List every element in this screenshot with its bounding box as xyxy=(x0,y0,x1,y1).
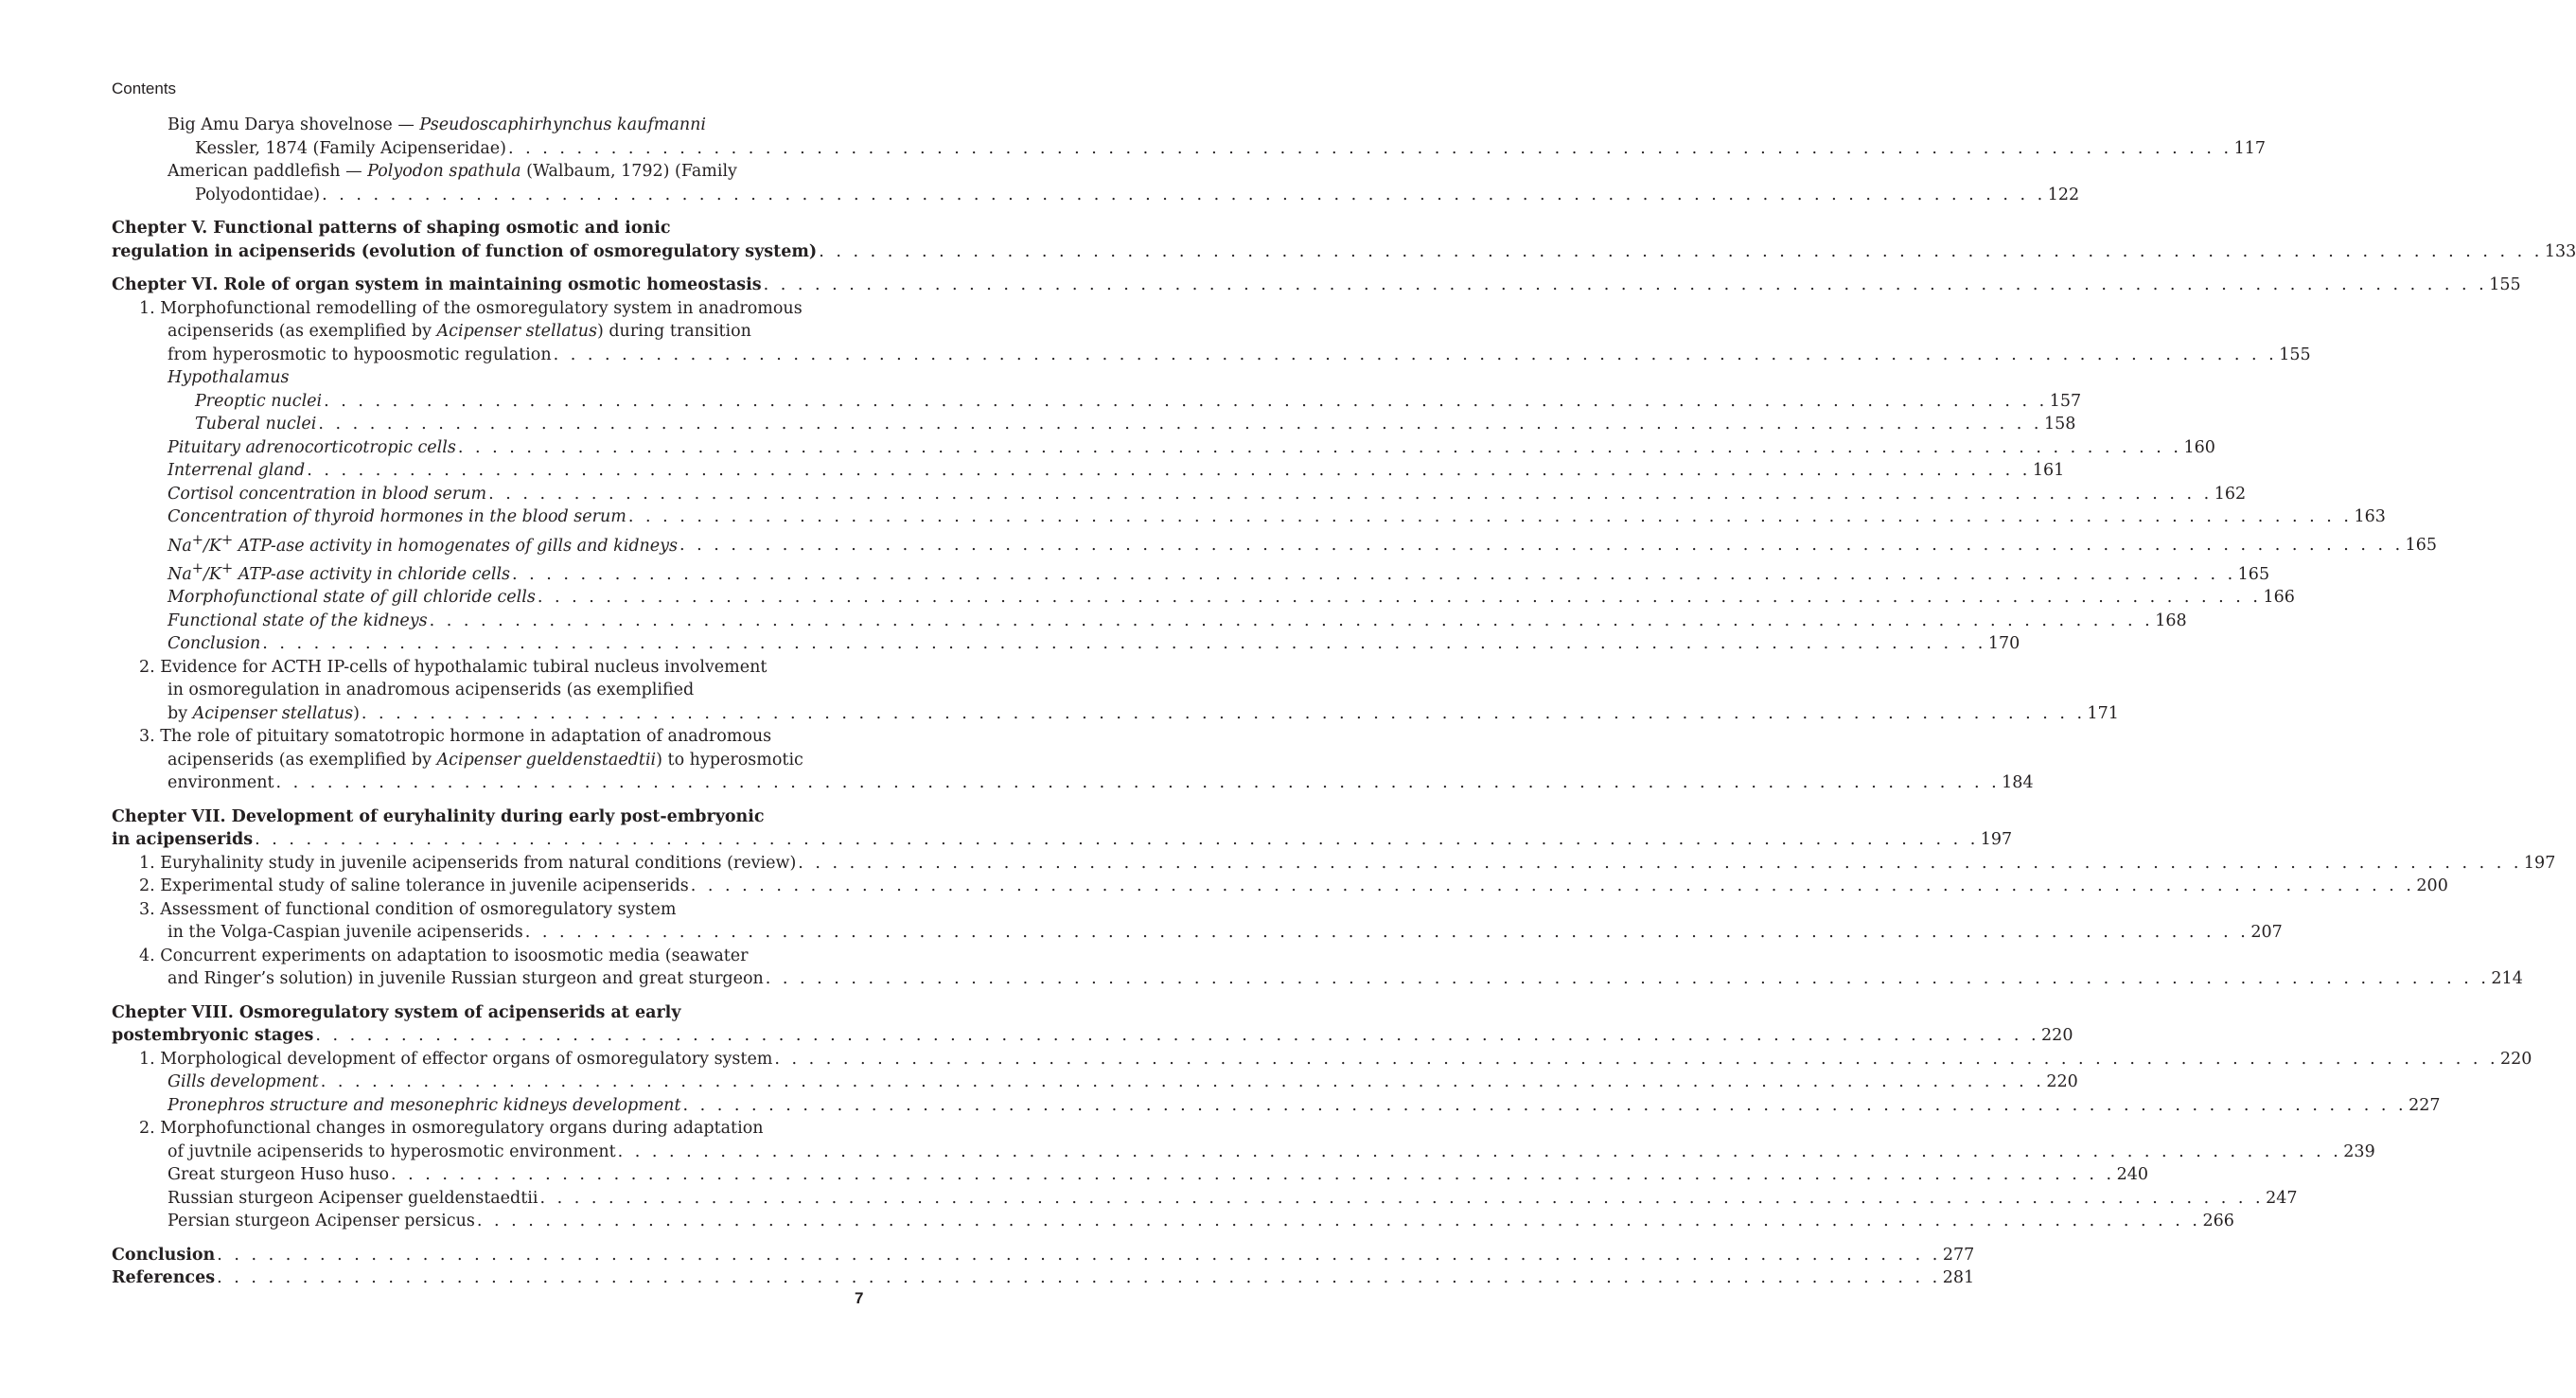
toc-entry-big-amu-darya-shovelnose[interactable]: Big Amu Darya shovelnose — Pseudoscaphirhynchus kaufmanni Kessler, 1874 (Family Acipenseridae) . . . . . . . . . . . . . . . . . . . . . . . . . . . . . . . . . . . . . . . . . . . . . . . . . . . . . . . . . . . . . . . . . . . . . . . . . . . . . . . . . . . . . . . . . . . . . . . . . . . . . 117 xyxy=(112,114,867,160)
toc-chapter-6[interactable]: Chepter VI. Role of organ system in maintaining osmotic homeostasis . . . . . . . . . . . . . . . . . . . . . . . . . . . . . . . . . . . . . . . . . . . . . . . . . . . . . . . . . . . . . . . . . . . . . . . . . . . . . . . . . . . . . . . . . . . . . . . . . . . . . 155 xyxy=(112,274,867,297)
toc-chapter-5[interactable]: Chepter V. Functional patterns of shaping osmotic and ionic regulation in acipenserids (evolution of function of osmoregulatory system) . . . . . . . . . . . . . . . . . . . . . . . . . . . . . . . . . . . . . . . . . . . . . . . . . . . . . . . . . . . . . . . . . . . . . . . . . . . . . . . . . . . . . . . . . . . . . . . . . . . . . 133 xyxy=(112,217,867,263)
toc-item-cortisol[interactable]: Cortisol concentration in blood serum . . . . . . . . . . . . . . . . . . . . . . . . . . . . . . . . . . . . . . . . . . . . . . . . . . . . . . . . . . . . . . . . . . . . . . . . . . . . . . . . . . . . . . . . . . . . . . . . . . . . . 162 xyxy=(112,483,867,506)
page-ref: 214 xyxy=(2491,969,2523,989)
page-ref: 266 xyxy=(2202,1212,2234,1231)
toc-item-gills-development[interactable]: Gills development . . . . . . . . . . . . . . . . . . . . . . . . . . . . . . . . . . . . . . . . . . . . . . . . . . . . . . . . . . . . . . . . . . . . . . . . . . . . . . . . . . . . . . . . . . . . . . . . . . . . . 220 xyxy=(112,1071,867,1094)
page-ref: 158 xyxy=(2043,415,2076,434)
page-ref: 227 xyxy=(2408,1095,2441,1115)
page-ref: 122 xyxy=(2047,185,2080,204)
page-ref: 157 xyxy=(2049,391,2082,411)
page-ref: 277 xyxy=(1942,1245,1975,1265)
toc-chapter-8[interactable]: Chepter VIII. Osmoregulatory system of acipenserids at early postembryonic stages . . . . . . . . . . . . . . . . . . . . . . . . . . . . . . . . . . . . . . . . . . . . . . . . . . . . . . . . . . . . . . . . . . . . . . . . . . . . . . . . . . . . . . . . . . . . . . . . . . . . . 220 xyxy=(112,1001,867,1048)
toc-item-atpase-chloride-cells[interactable]: Na+/K+ ATP-ase activity in chloride cells . . . . . . . . . . . . . . . . . . . . . . . . . . . . . . . . . . . . . . . . . . . . . . . . . . . . . . . . . . . . . . . . . . . . . . . . . . . . . . . . . . . . . . . . . . . . . . . . . . . . . 165 xyxy=(112,557,867,586)
toc-section-7-1[interactable]: 1. Euryhalinity study in juvenile acipenserids from natural conditions (review) . . . . . . . . . . . . . . . . . . . . . . . . . . . . . . . . . . . . . . . . . . . . . . . . . . . . . . . . . . . . . . . . . . . . . . . . . . . . . . . . . . . . . . . . . . . . . . . . . . . . . 197 xyxy=(112,852,867,876)
page-ref: 162 xyxy=(2214,484,2247,504)
toc-item-persian-sturgeon[interactable]: Persian sturgeon Acipenser persicus . . . . . . . . . . . . . . . . . . . . . . . . . . . . . . . . . . . . . . . . . . . . . . . . . . . . . . . . . . . . . . . . . . . . . . . . . . . . . . . . . . . . . . . . . . . . . . . . . . . . . 266 xyxy=(112,1210,867,1233)
page-ref: 197 xyxy=(2523,853,2556,873)
page-ref: 166 xyxy=(2263,588,2295,608)
page-ref: 240 xyxy=(2116,1165,2149,1185)
page-ref: 170 xyxy=(1987,634,2020,654)
page-ref: 155 xyxy=(2489,275,2521,294)
toc-item-preoptic-nuclei[interactable]: Preoptic nuclei . . . . . . . . . . . . . . . . . . . . . . . . . . . . . . . . . . . . . . . . . . . . . . . . . . . . . . . . . . . . . . . . . . . . . . . . . . . . . . . . . . . . . . . . . . . . . . . . . . . . . 157 xyxy=(112,390,867,414)
toc-item-kidneys[interactable]: Functional state of the kidneys . . . . . . . . . . . . . . . . . . . . . . . . . . . . . . . . . . . . . . . . . . . . . . . . . . . . . . . . . . . . . . . . . . . . . . . . . . . . . . . . . . . . . . . . . . . . . . . . . . . . . 168 xyxy=(112,610,867,633)
page-ref: 165 xyxy=(2405,536,2438,556)
page-ref: 117 xyxy=(2233,138,2267,158)
toc-item-atpase-gills-kidneys[interactable]: Na+/K+ ATP-ase activity in homogenates of gills and kidneys . . . . . . . . . . . . . . . . . . . . . . . . . . . . . . . . . . . . . . . . . . . . . . . . . . . . . . . . . . . . . . . . . . . . . . . . . . . . . . . . . . . . . . . . . . . . . . . . . . . . . 165 xyxy=(112,529,867,557)
page-ref: 220 xyxy=(2046,1072,2078,1092)
page-ref: 161 xyxy=(2032,461,2065,480)
toc-section-6-1[interactable]: 1. Morphofunctional remodelling of the osmoregulatory system in anadromous acipenserids (as exemplified by Acipenser stellatus) during transition from hyperosmotic to hypoosmotic regulation . . . . . . . . . . . . . . . . . . . . . . . . . . . . . . . . . . . . . . . . . . . . . . . . . . . . . . . . . . . . . . . . . . . . . . . . . . . . . . . . . . . . . . . . . . . . . . . . . . . . . 155 xyxy=(112,297,867,367)
toc-item-thyroid-hormones[interactable]: Concentration of thyroid hormones in the blood serum . . . . . . . . . . . . . . . . . . . . . . . . . . . . . . . . . . . . . . . . . . . . . . . . . . . . . . . . . . . . . . . . . . . . . . . . . . . . . . . . . . . . . . . . . . . . . . . . . . . . . 163 xyxy=(112,505,867,529)
toc-section-8-2[interactable]: 2. Morphofunctional changes in osmoregulatory organs during adaptation of juvtnile acipenserids to hyperosmotic environment . . . . . . . . . . . . . . . . . . . . . . . . . . . . . . . . . . . . . . . . . . . . . . . . . . . . . . . . . . . . . . . . . . . . . . . . . . . . . . . . . . . . . . . . . . . . . . . . . . . . . 239 xyxy=(112,1117,867,1163)
toc-item-interrenal-gland[interactable]: Interrenal gland . . . . . . . . . . . . . . . . . . . . . . . . . . . . . . . . . . . . . . . . . . . . . . . . . . . . . . . . . . . . . . . . . . . . . . . . . . . . . . . . . . . . . . . . . . . . . . . . . . . . . 161 xyxy=(112,459,867,483)
page-ref: 197 xyxy=(1980,830,2013,850)
page-ref: 239 xyxy=(2343,1141,2375,1161)
toc-item-gill-chloride-cells[interactable]: Morphofunctional state of gill chloride cells . . . . . . . . . . . . . . . . . . . . . . . . . . . . . . . . . . . . . . . . . . . . . . . . . . . . . . . . . . . . . . . . . . . . . . . . . . . . . . . . . . . . . . . . . . . . . . . . . . . . . 166 xyxy=(112,586,867,610)
toc-section-8-1[interactable]: 1. Morphological development of effector organs of osmoregulatory system . . . . . . . . . . . . . . . . . . . . . . . . . . . . . . . . . . . . . . . . . . . . . . . . . . . . . . . . . . . . . . . . . . . . . . . . . . . . . . . . . . . . . . . . . . . . . . . . . . . . . 220 xyxy=(112,1048,867,1071)
toc-item-russian-sturgeon[interactable]: Russian sturgeon Acipenser gueldenstaedtii . . . . . . . . . . . . . . . . . . . . . . . . . . . . . . . . . . . . . . . . . . . . . . . . . . . . . . . . . . . . . . . . . . . . . . . . . . . . . . . . . . . . . . . . . . . . . . . . . . . . . 247 xyxy=(112,1187,867,1211)
page-ref: 247 xyxy=(2266,1188,2298,1208)
table-of-contents xyxy=(112,114,2576,1290)
page-ref: 155 xyxy=(2279,345,2311,364)
toc-section-7-2[interactable]: 2. Experimental study of saline tolerance in juvenile acipenserids . . . . . . . . . . . . . . . . . . . . . . . . . . . . . . . . . . . . . . . . . . . . . . . . . . . . . . . . . . . . . . . . . . . . . . . . . . . . . . . . . . . . . . . . . . . . . . . . . . . . . 200 xyxy=(112,875,867,898)
page-ref: 160 xyxy=(2183,437,2215,457)
toc-entry-american-paddlefish[interactable]: American paddlefish — Polyodon spathula (Walbaum, 1792) (Family Polyodontidae) . . . . . . . . . . . . . . . . . . . . . . . . . . . . . . . . . . . . . . . . . . . . . . . . . . . . . . . . . . . . . . . . . . . . . . . . . . . . . . . . . . . . . . . . . . . . . . . . . . . . . 122 xyxy=(112,160,867,206)
page-ref: 184 xyxy=(2002,773,2034,793)
toc-item-pituitary-cells[interactable]: Pituitary adrenocorticotropic cells . . . . . . . . . . . . . . . . . . . . . . . . . . . . . . . . . . . . . . . . . . . . . . . . . . . . . . . . . . . . . . . . . . . . . . . . . . . . . . . . . . . . . . . . . . . . . . . . . . . . . 160 xyxy=(112,436,867,460)
toc-section-7-3[interactable]: 3. Assessment of functional condition of osmoregulatory system in the Volga-Caspian juvenile acipenserids . . . . . . . . . . . . . . . . . . . . . . . . . . . . . . . . . . . . . . . . . . . . . . . . . . . . . . . . . . . . . . . . . . . . . . . . . . . . . . . . . . . . . . . . . . . . . . . . . . . . . 207 xyxy=(112,898,867,945)
toc-section-7-4[interactable]: 4. Concurrent experiments on adaptation to isoosmotic media (seawater and Ringer’s solution) in juvenile Russian sturgeon and great sturgeon . . . . . . . . . . . . . . . . . . . . . . . . . . . . . . . . . . . . . . . . . . . . . . . . . . . . . . . . . . . . . . . . . . . . . . . . . . . . . . . . . . . . . . . . . . . . . . . . . . . . . 214 xyxy=(112,945,867,991)
toc-conclusion[interactable]: Conclusion . . . . . . . . . . . . . . . . . . . . . . . . . . . . . . . . . . . . . . . . . . . . . . . . . . . . . . . . . . . . . . . . . . . . . . . . . . . . . . . . . . . . . . . . . . . . . . . . . . . . . 277 xyxy=(112,1244,867,1267)
toc-heading-hypothalamus[interactable]: Hypothalamus xyxy=(168,368,290,387)
page-ref: 165 xyxy=(2237,564,2270,584)
toc-item-great-sturgeon[interactable]: Great sturgeon Huso huso . . . . . . . . . . . . . . . . . . . . . . . . . . . . . . . . . . . . . . . . . . . . . . . . . . . . . . . . . . . . . . . . . . . . . . . . . . . . . . . . . . . . . . . . . . . . . . . . . . . . . 240 xyxy=(112,1163,867,1187)
page-ref: 200 xyxy=(2416,876,2448,896)
page-ref: 220 xyxy=(2041,1026,2073,1046)
toc-chapter-7[interactable]: Chepter VII. Development of euryhalinity during early post-embryonic in acipenserids . . . . . . . . . . . . . . . . . . . . . . . . . . . . . . . . . . . . . . . . . . . . . . . . . . . . . . . . . . . . . . . . . . . . . . . . . . . . . . . . . . . . . . . . . . . . . . . . . . . . . 197 xyxy=(112,805,867,852)
page-ref: 220 xyxy=(2500,1049,2532,1069)
page-ref: 163 xyxy=(2354,507,2386,526)
toc-item-conclusion[interactable]: Conclusion . . . . . . . . . . . . . . . . . . . . . . . . . . . . . . . . . . . . . . . . . . . . . . . . . . . . . . . . . . . . . . . . . . . . . . . . . . . . . . . . . . . . . . . . . . . . . . . . . . . . . 170 xyxy=(112,632,867,656)
page-ref: 133 xyxy=(2544,241,2576,261)
page-ref: 207 xyxy=(2250,923,2283,943)
toc-section-6-3[interactable]: 3. The role of pituitary somatotropic hormone in adaptation of anadromous acipenserids (as exemplified by Acipenser gueldenstaedtii) to hyperosmotic environment . . . . . . . . . . . . . . . . . . . . . . . . . . . . . . . . . . . . . . . . . . . . . . . . . . . . . . . . . . . . . . . . . . . . . . . . . . . . . . . . . . . . . . . . . . . . . . . . . . . . . 184 xyxy=(112,725,867,795)
page-ref: 168 xyxy=(2155,611,2187,630)
page-ref: 171 xyxy=(2087,703,2119,723)
page-ref: 281 xyxy=(1942,1268,1975,1288)
running-head: Contents xyxy=(112,80,177,97)
toc-item-tuberal-nuclei[interactable]: Tuberal nuclei . . . . . . . . . . . . . . . . . . . . . . . . . . . . . . . . . . . . . . . . . . . . . . . . . . . . . . . . . . . . . . . . . . . . . . . . . . . . . . . . . . . . . . . . . . . . . . . . . . . . . 158 xyxy=(112,413,867,436)
toc-references[interactable]: References . . . . . . . . . . . . . . . . . . . . . . . . . . . . . . . . . . . . . . . . . . . . . . . . . . . . . . . . . . . . . . . . . . . . . . . . . . . . . . . . . . . . . . . . . . . . . . . . . . . . . 281 xyxy=(112,1266,867,1290)
toc-item-pronephros[interactable]: Pronephros structure and mesonephric kidneys development . . . . . . . . . . . . . . . . . . . . . . . . . . . . . . . . . . . . . . . . . . . . . . . . . . . . . . . . . . . . . . . . . . . . . . . . . . . . . . . . . . . . . . . . . . . . . . . . . . . . . 227 xyxy=(112,1094,867,1118)
page-number: 7 xyxy=(855,1289,864,1307)
toc-section-6-2[interactable]: 2. Evidence for ACTH IP-cells of hypothalamic tubiral nucleus involvement in osmoregulation in anadromous acipenserids (as exemplified by Acipenser stellatus) . . . . . . . . . . . . . . . . . . . . . . . . . . . . . . . . . . . . . . . . . . . . . . . . . . . . . . . . . . . . . . . . . . . . . . . . . . . . . . . . . . . . . . . . . . . . . . . . . . . . . 171 xyxy=(112,656,867,726)
